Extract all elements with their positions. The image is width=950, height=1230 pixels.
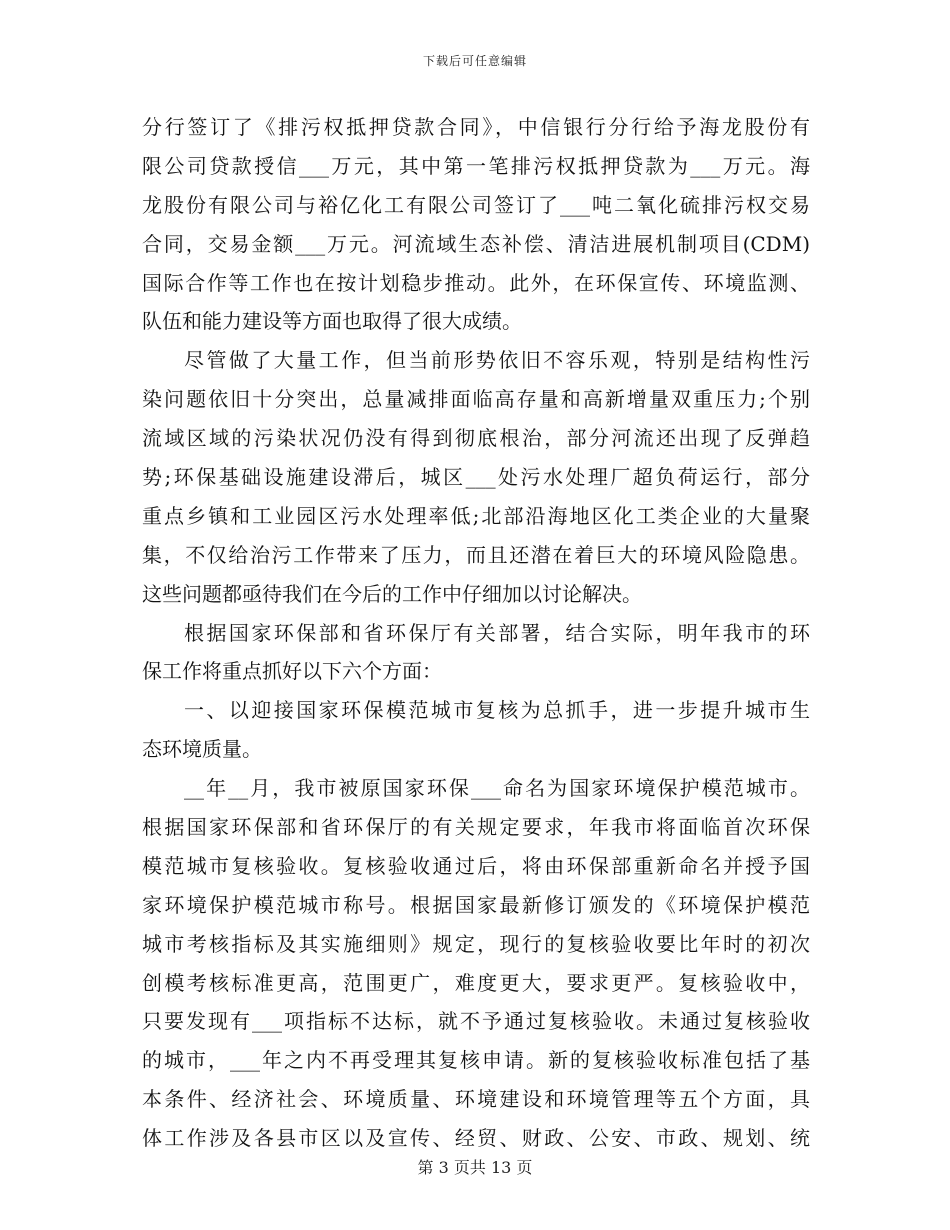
text-line: 根据国家环保部和省环保厅有关部署，结合实际，明年我市的环: [184, 620, 810, 645]
text-line: 本条件、经济社会、环境质量、环境建设和环境管理等五个方面，具: [142, 1087, 810, 1112]
document-body: [142, 108, 810, 1158]
text-line: 根据国家环保部和省环保厅的有关规定要求，年我市将面临首次环保: [142, 815, 810, 840]
text-line: 染问题依旧十分突出，总量减排面临高存量和高新增量双重压力;个别: [142, 387, 810, 412]
text-line: 尽管做了大量工作，但当前形势依旧不容乐观，特别是结构性污: [184, 348, 810, 373]
text-line: 保工作将重点抓好以下六个方面：: [142, 659, 442, 684]
text-line: 龙股份有限公司与裕亿化工有限公司签订了___吨二氧化硫排污权交易: [142, 192, 810, 217]
text-line: 创模考核标准更高，范围更广，难度更大，要求更严。复核验收中，: [142, 970, 810, 995]
text-line: 体工作涉及各县市区以及宣传、经贸、财政、公安、市政、规划、统: [142, 1126, 810, 1151]
text-line: 合同，交易金额___万元。河流域生态补偿、清洁进展机制项目(CDM): [142, 231, 810, 256]
text-line: 模范城市复核验收。复核验收通过后，将由环保部重新命名并授予国: [142, 853, 810, 878]
text-line: 的城市，___年之内不再受理其复核申请。新的复核验收标准包括了基: [142, 1048, 810, 1073]
text-line: 态环境质量。: [142, 737, 262, 762]
text-line: 重点乡镇和工业园区污水处理率低;北部沿海地区化工类企业的大量聚: [142, 503, 810, 528]
text-line: 限公司贷款授信___万元，其中第一笔排污权抵押贷款为___万元。海: [142, 153, 810, 178]
text-line: 家环境保护模范城市称号。根据国家最新修订颁发的《环境保护模范: [142, 892, 810, 917]
text-line: 国际合作等工作也在按计划稳步推动。此外，在环保宣传、环境监测、: [142, 270, 810, 295]
page-number: 第 3 页共 13 页: [417, 1158, 533, 1177]
text-line: 集，不仅给治污工作带来了压力，而且还潜在着巨大的环境风险隐患。: [142, 542, 810, 567]
page-header: 下载后可任意编辑: [422, 54, 527, 68]
text-line: 流域区域的污染状况仍没有得到彻底根治，部分河流还出现了反弹趋: [142, 426, 810, 451]
text-line: 城市考核指标及其实施细则》规定，现行的复核验收要比年时的初次: [142, 931, 810, 956]
text-line: 只要发现有___项指标不达标，就不予通过复核验收。未通过复核验收: [142, 1009, 810, 1034]
text-line: 队伍和能力建设等方面也取得了很大成绩。: [142, 309, 522, 334]
text-line: __年__月，我市被原国家环保___命名为国家环境保护模范城市。: [184, 776, 810, 801]
text-line: 这些问题都亟待我们在今后的工作中仔细加以讨论解决。: [142, 581, 642, 606]
text-line: 势;环保基础设施建设滞后，城区___处污水处理厂超负荷运行，部分: [142, 465, 810, 490]
text-line: 分行签订了《排污权抵押贷款合同》，中信银行分行给予海龙股份有: [142, 115, 810, 139]
text-line: 一、以迎接国家环保模范城市复核为总抓手，进一步提升城市生: [184, 698, 810, 723]
